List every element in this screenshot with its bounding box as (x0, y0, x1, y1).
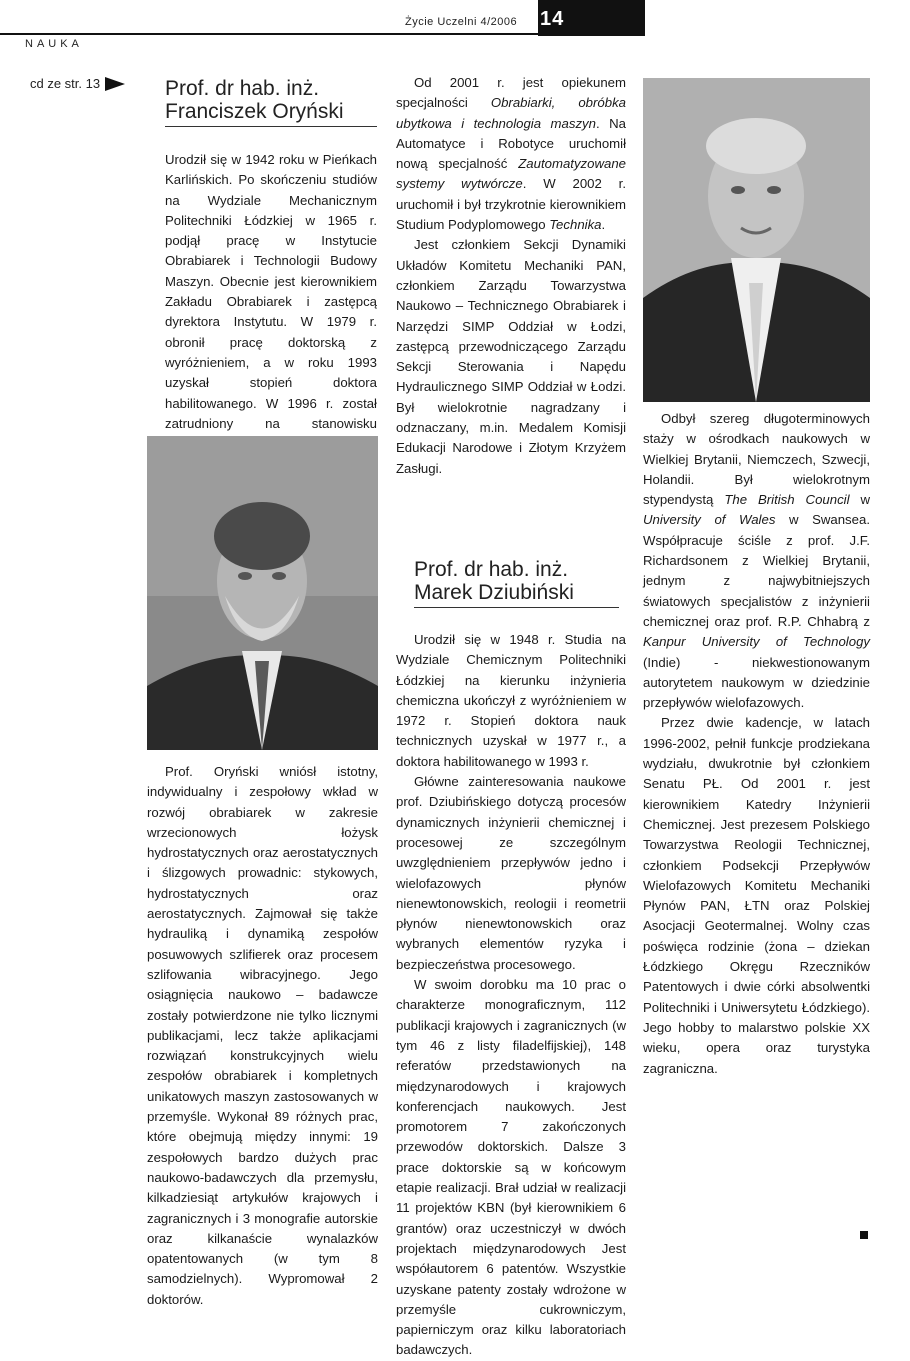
article1-para3: Jest członkiem Sekcji Dynamiki Układów Komitetu Mechaniki PAN, członkiem Zarządu Towarzystwa Naukowo – Technicznego Obrabiarek i Narzędzi SIMP Oddział w Łodzi, zastępcą przewodniczącego Zarządu Sekcji Sterowania i Napędu Hydraulicznego SIMP Oddział w Łodzi. Był wielokrotnie nagradzany i odznaczany, m.in. Medalem Komisji Edukacji Narodowe i Złotym Krzyżem Zasługi. (396, 237, 626, 476)
article1-body-cont (396, 73, 626, 479)
article2-title-rule (414, 607, 619, 608)
arrow-right-icon (105, 77, 125, 91)
article1-body (147, 762, 378, 1310)
article1-title (165, 77, 377, 123)
end-marker (860, 1231, 868, 1239)
article2-para4: Odbył szereg długoterminowych staży w ośrodkach naukowych w Wielkiej Brytanii, Niemczech, Szwecji, Holandii. Był wielokrotnym stypendystą The British Council w University of Wales w Swansea. Współpracuje ściśle z prof. J.F. Richardsonem z Wielkiej Brytanii, jednym z najwybitniejszych światowych specjalistów z inżynierii chemicznej oraz prof. R.P. Chhabrą z Kanpur University of Technology (Indie) - niekwestionowanym autorytetem naukowym w dziedzinie przepływów wielofazowych. (643, 411, 870, 711)
journal-title: Życie Uczelni 4/2006 (405, 16, 518, 28)
article2-para5: Przez dwie kadencje, w latach 1996-2002, pełnił funkcje prodziekana wydziału, dwukrotnie był członkiem Senatu PŁ. Od 2001 r. jest kierownikiem Katedry Inżynierii Chemicznej. Jest prezesem Polskiego Towarzystwa Reologii Technicznej, członkiem Podsekcji Przepływów Wielofazowych Komitetu Mechaniki Płynów PAN, ŁTN oraz Polskiej Asocjacji Geotermalnej. Wolny czas poświęca rodzinie (żona – dziekan Łódzkiego Okręgu Rzeczników Patentowych i dwie córki absolwentki Politechniki i Uniwersytetu Łódzkiego). Jego hobby to malarstwo polskie XX wieku, opera oraz turystyka zagraniczna. (643, 715, 870, 1076)
article1-title-line2: Franciszek Oryński (165, 100, 344, 123)
section-label: NAUKA (25, 38, 83, 50)
article2-para2: Główne zainteresowania naukowe prof. Dziubińskiego dotyczą procesów dynamicznych inżynierii chemicznej i procesowej ze szczególnym uwzględnieniem przepływów jedno i wielofazowych płynów nienewtonowskich, reologii i reometrii płynów nienewtonowskich oraz wybranych elementów ryzyka i bezpieczeństwa procesowego. (396, 774, 626, 972)
continued-from (30, 76, 125, 91)
article2-para3: W swoim dorobku ma 10 prac o charakterze monograficznym, 112 publikacji krajowych i zagranicznych (w tym 46 z listy filadelfijskiej), 148 referatów przedstawionych na międzynarodowych i krajowych konferencjach naukowych. Jest promotorem 7 zakończonych przewodów doktorskich. Dalsze 3 prace doktorskie są w końcowym etapie realizacji. Brał udział w realizacji 11 projektów KBN (był kierownikiem 6 grantów) oraz uczestniczył w dwóch projektach międzynarodowych Jest współautorem 6 patentów. Wszystkie uzyskane patenty zostały wdrożone w przemyśle cukrowniczym, papierniczym oraz kilku laboratoriach badawczych. (396, 977, 626, 1358)
article2-title-line2: Marek Dziubiński (414, 581, 574, 604)
article2-title-line1: Prof. dr hab. inż. (414, 558, 569, 581)
article2-para1: Urodził się w 1948 r. Studia na Wydziale Chemicznym Politechniki Łódzkiej na kierunku inżynieria chemiczna ukończył z wyróżnieniem w 1972 r. Stopień doktora nauk technicznych uzyskał w 1977 r., a doktora habilitowanego w 1993 r. (396, 632, 626, 769)
article1-bio-text: Urodził się w 1942 roku w Pieńkach Karlińskich. Po skończeniu studiów na Wydziale Mechanicznym Politechniki Łódzkiej w 1965 r. podjął pracę w Instytucie Obrabiarek i Technologii Budowy Maszyn. Obecnie jest kierownikiem Zakładu Obrabiarek i zastępcą dyrektora Instytutu. W 1979 r. obronił pracę doktorską z wyróżnieniem, a w roku 1993 uzyskał stopień doktora habilitowanego. W 1996 r. został zatrudniony na stanowisku (165, 152, 377, 431)
article1-para2: Od 2001 r. jest opiekunem specjalności Obrabiarki, obróbka ubytkowa i technologia maszyn. Na Automatyce i Robotyce uruchomił nową specjalność Zautomatyzowane systemy wytwórcze. W 2002 r. uruchomił i był trzykrotnie kierownikiem Studium Podyplomowego Technika. (396, 75, 627, 233)
page-number: 14 (540, 8, 565, 30)
article2-body-cont (643, 409, 870, 1079)
photo-orynski (147, 436, 378, 750)
continued-text: cd ze str. 13 (30, 76, 101, 91)
article1-para1: Prof. Oryński wniósł istotny, indywidualny i zespołowy wkład w rozwój obrabiarek w zakresie wrzecionowych łożysk hydrostatycznych oraz aerostatycznych i ślizgowych prowadnic: stykowych, hydrostatycznych oraz aerostatycznych. Zajmował się także hydrauliką i dynamiką zespołów posuwowych szlifierek oraz procesem szlifowania wibracyjnego. Jego osiągnięcia naukowo – badawcze zostały potwierdzone nie tylko licznymi publikacjami, lecz także aplikacjami rozwiązań konstrukcyjnych wielu zespołów obrabiarek i kompletnych unikatowych maszyn zastosowanych w przemyśle. Wykonał 89 różnych prac, które obejmują między innymi: 19 zespołowych bardzo dużych prac naukowo-badawczych dla przemysłu, kilkadziesiąt artykułów krajowych i zagranicznych i 3 monografie autorskie oraz kilkanaście wynalazków opatentowanych (w tym 8 samodzielnych). Wypromował 2 doktorów. (147, 764, 378, 1307)
article1-title-rule (165, 126, 377, 127)
article2-title (414, 558, 619, 604)
article2-body (396, 630, 626, 1361)
article1-title-line1: Prof. dr hab. inż. (165, 77, 320, 100)
photo-dziubinski (643, 78, 870, 402)
article1-bio (165, 150, 377, 454)
